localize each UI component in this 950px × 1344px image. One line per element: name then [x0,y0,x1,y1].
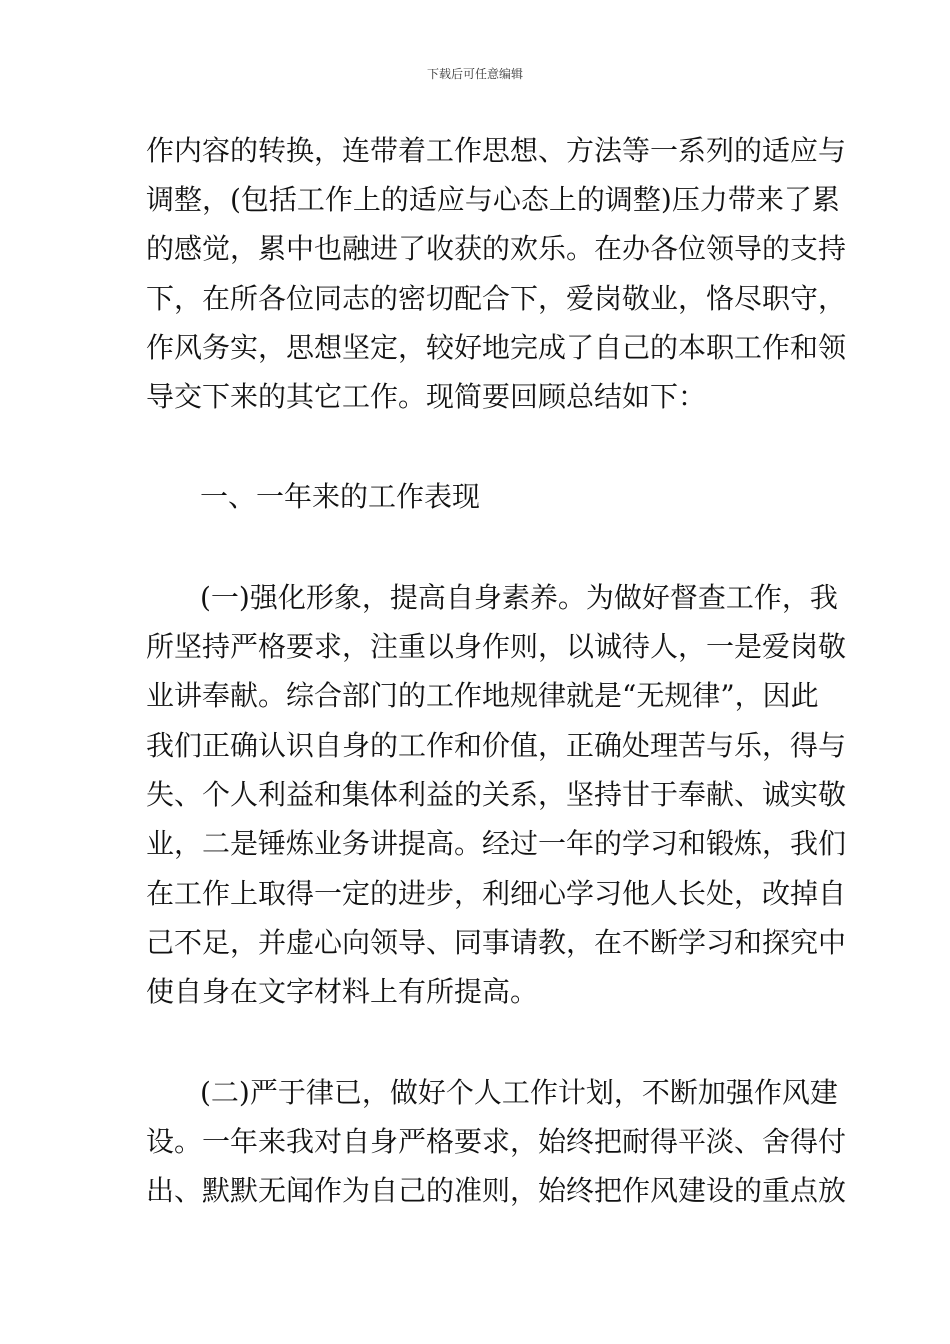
text-line: (一)强化形象，提高自身素养。为做好督查工作，我 [200,581,838,614]
text-line: 所坚持严格要求，注重以身作则，以诚待人，一是爱岗敬 [146,630,847,663]
text-line: 出、默默无闻作为自己的准则，始终把作风建设的重点放 [146,1174,847,1207]
text-line: 业，二是锤炼业务讲提高。经过一年的学习和锻炼，我们 [146,827,847,860]
text-line: 设。一年来我对自身严格要求，始终把耐得平淡、舍得付 [146,1125,847,1158]
text-line: 在工作上取得一定的进步，利细心学习他人长处，改掉自 [146,877,847,910]
text-line: 作内容的转换，连带着工作思想、方法等一系列的适应与 [146,134,847,167]
text-line: 我们正确认识自身的工作和价值，正确处理苦与乐，得与 [146,729,847,762]
text-line: 的感觉，累中也融进了收获的欢乐。在办各位领导的支持 [146,232,847,265]
text-line: 己不足，并虚心向领导、同事请教，在不断学习和探究中 [146,926,847,959]
text-line: 作风务实，思想坚定，较好地完成了自己的本职工作和领 [146,331,847,364]
text-line: 业讲奉献。综合部门的工作地规律就是“无规律”，因此 [146,679,819,712]
text-line: 导交下来的其它工作。现简要回顾总结如下： [146,380,707,413]
text-line: 下，在所各位同志的密切配合下，爱岗敬业，恪尽职守， [146,282,847,315]
text-line: 失、个人利益和集体利益的关系，坚持甘于奉献、诚实敬 [146,778,847,811]
page-header: 下载后可任意编辑 [426,67,523,81]
text-line: 调整，(包括工作上的适应与心态上的调整)压力带来了累 [146,183,840,216]
text-line: (二)严于律已，做好个人工作计划，不断加强作风建 [200,1076,838,1109]
text-line: 使自身在文字材料上有所提高。 [146,975,539,1008]
section-heading-text: 一、一年来的工作表现 [200,480,481,513]
